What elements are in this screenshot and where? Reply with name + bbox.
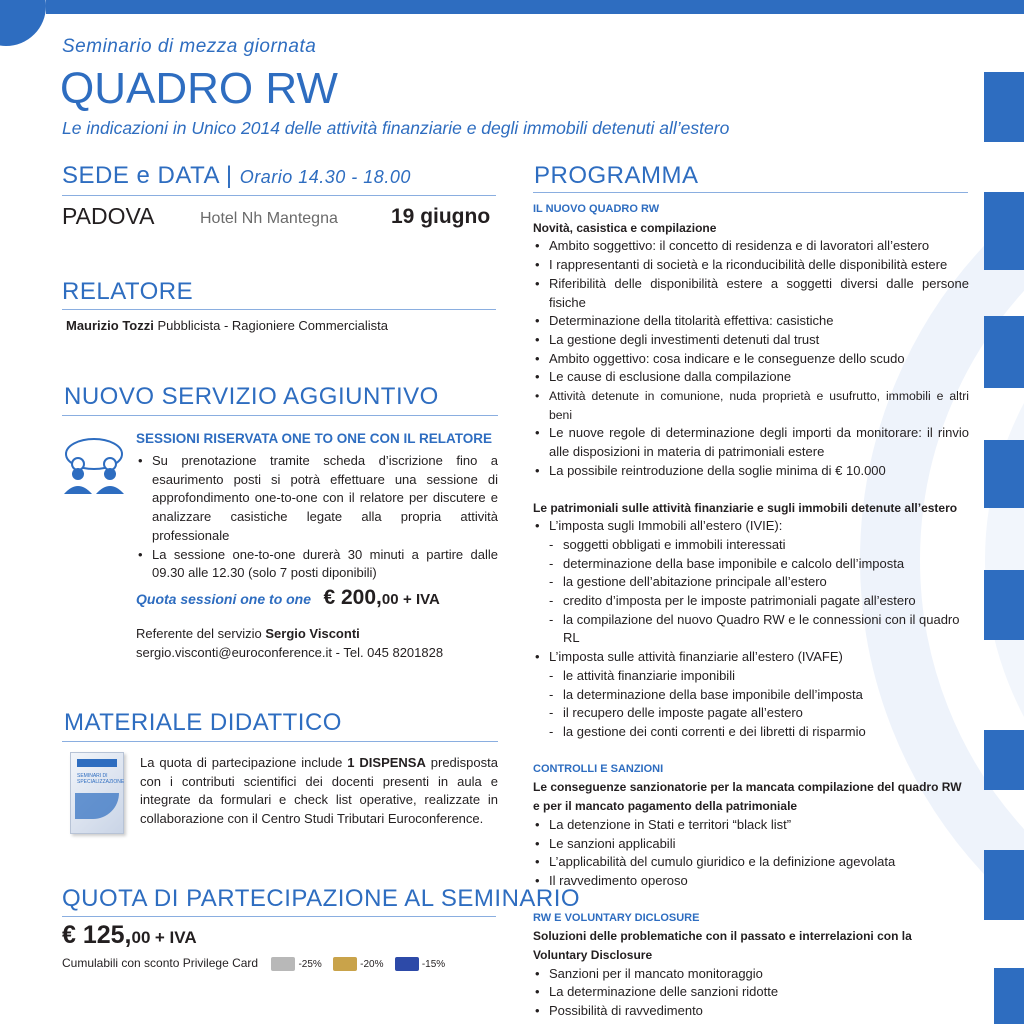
- servizio-rule: [62, 415, 498, 416]
- sede-title: SEDE e DATA: [62, 162, 219, 189]
- servizio-price-cents: 00: [381, 591, 399, 608]
- quota-price-iva: + IVA: [154, 928, 197, 947]
- programma-rule: [533, 192, 968, 193]
- programma-s2-list-b: [533, 648, 969, 667]
- materiale-text-after: predisposta con i contributi scientifici dei docenti presenti in aula e integrate da formulari e check list operative, realizzate in collaborazione con il Centro Studi Tributari Euroconference.: [140, 755, 498, 827]
- list-item: - il recupero delle imposte pagate all’estero: [533, 704, 969, 723]
- relatore-title: RELATORE: [62, 278, 194, 305]
- materiale-title: MATERIALE DIDATTICO: [64, 709, 342, 736]
- sede-city: PADOVA: [62, 203, 155, 229]
- materiale-text-before: La quota di partecipazione include: [140, 755, 343, 770]
- side-deco-2: [984, 192, 1024, 270]
- programma-s2-sub: Le patrimoniali sulle attività finanziarie e sugli immobili detenute all’estero: [533, 500, 958, 515]
- side-deco-4: [984, 440, 1024, 508]
- book-label: SEMINARI DI SPECIALIZZAZIONE: [77, 773, 125, 785]
- list-item: • La possibile reintroduzione della soglie minima di € 10.000: [533, 462, 969, 481]
- list-item: - la gestione dei conti correnti e dei libretti di risparmio: [533, 723, 969, 742]
- list-item: • Ambito oggettivo: cosa indicare e le conseguenze dello scudo: [533, 350, 969, 369]
- list-item: • Determinazione della titolarità effettiva: casistiche: [533, 312, 969, 331]
- side-deco-6: [984, 730, 1024, 790]
- sede-date: 19 giugno: [391, 205, 491, 228]
- quota-price-line: [62, 921, 197, 950]
- card-silver-icon: [271, 957, 295, 971]
- quota-price-cents: 00: [131, 928, 151, 947]
- programma-s4-sub: Soluzioni delle problematiche con il passato e interrelazioni con la Voluntary Disclosure: [533, 929, 912, 963]
- servizio-bullet: • Su prenotazione tramite scheda d’iscrizione fino a esaurimento posti si potrà effettuare una sessione di approfondimento one-to-one con il relatore per discutere e analizzare casistiche legate alla propria attività professionale: [136, 452, 498, 546]
- list-item: - credito d’imposta per le imposte patrimoniali pagate all’estero: [533, 592, 969, 611]
- servizio-price-iva: + IVA: [403, 591, 440, 608]
- servizio-price-main: € 200,: [323, 586, 382, 609]
- list-item: • I rappresentanti di società e la riconducibilità delle disponibilità estere: [533, 256, 969, 275]
- referente-name: Sergio Visconti: [265, 626, 360, 641]
- sede-orario: Orario 14.30 - 18.00: [239, 167, 411, 187]
- quota-title: QUOTA DI PARTECIPAZIONE AL SEMINARIO: [62, 885, 581, 912]
- list-item: - determinazione della base imponibile e calcolo dell’imposta: [533, 555, 969, 574]
- meeting-people-icon: [60, 436, 128, 496]
- list-item: • Riferibilità delle disponibilità estere a soggetti diversi dalle persone fisiche: [533, 275, 969, 312]
- programma-s1-sub: Novità, casistica e compilazione: [533, 220, 717, 235]
- list-item: - la compilazione del nuovo Quadro RW e le connessioni con il quadro RL: [533, 611, 969, 648]
- list-item: - la gestione dell’abitazione principale all’estero: [533, 573, 969, 592]
- dispensa-book-image: [70, 752, 124, 834]
- relatore-line: [66, 317, 388, 336]
- relatore-name: Maurizio Tozzi: [66, 318, 154, 333]
- card-gold-icon: [333, 957, 357, 971]
- materiale-rule: [62, 741, 498, 742]
- programma-s3-list: [533, 816, 969, 891]
- servizio-bullet: • La sessione one-to-one durerà 30 minuti a partire dalle 09.30 alle 12.30 (solo 7 posti diponibili): [136, 546, 498, 583]
- card-blue-icon: [395, 957, 419, 971]
- programma-s2-list: [533, 517, 969, 536]
- sede-section: [62, 162, 411, 190]
- list-item: • Le nuove regole di determinazione degli importi da monitorare: il rinvio alle disposizioni in materia di patrimoniali estere: [533, 424, 969, 461]
- programma-s4-list: [533, 965, 969, 1021]
- servizio-price-line: [136, 586, 440, 610]
- servizio-subtitle: SESSIONI RISERVATA ONE TO ONE CON IL RELATORE: [136, 431, 493, 446]
- servizio-title: NUOVO SERVIZIO AGGIUNTIVO: [64, 383, 439, 410]
- side-deco-3: [984, 316, 1024, 388]
- materiale-text-bold: 1 DISPENSA: [347, 755, 426, 770]
- privilege-card-gold: -20%: [333, 956, 387, 970]
- side-deco-5: [984, 570, 1024, 640]
- programma-title: PROGRAMMA: [534, 162, 699, 189]
- programma-body: [533, 200, 969, 1021]
- programma-s3-sub: Le conseguenze sanzionatorie per la mancata compilazione del quadro RW e per il mancato pagamento della patrimoniale: [533, 780, 962, 814]
- relatore-role: Pubblicista - Ragioniere Commercialista: [157, 318, 388, 333]
- programma-s4-head: RW E VOLUNTARY DICLOSURE: [533, 911, 700, 924]
- list-item: • Le sanzioni applicabili: [533, 835, 969, 854]
- list-item: • Le cause di esclusione dalla compilazione: [533, 368, 969, 387]
- referente-label: Referente del servizio: [136, 626, 262, 641]
- list-item: • La determinazione delle sanzioni ridotte: [533, 983, 969, 1002]
- privilege-card-silver: -25%: [271, 956, 325, 970]
- programma-s2-ivafe-list: [533, 667, 969, 742]
- programma-s1-list: [533, 237, 969, 480]
- list-item: • Ambito soggettivo: il concetto di residenza e di lavoratori all’estero: [533, 237, 969, 256]
- seminar-kicker: Seminario di mezza giornata: [62, 36, 317, 57]
- sede-separator: |: [225, 162, 233, 189]
- page-title: QUADRO RW: [60, 64, 338, 113]
- side-deco-1: [984, 72, 1024, 142]
- list-item: • Il ravvedimento operoso: [533, 872, 969, 891]
- relatore-rule: [62, 309, 496, 310]
- list-item: - la determinazione della base imponibile dell’imposta: [533, 686, 969, 705]
- list-item: - soggetti obbligati e immobili interessati: [533, 536, 969, 555]
- side-deco-8: [994, 968, 1024, 1024]
- servizio-bullets: [136, 452, 498, 583]
- sede-rule: [62, 195, 496, 196]
- quota-discount-line: [62, 956, 445, 971]
- quota-price-main: € 125,: [62, 921, 132, 949]
- list-item: • La detenzione in Stati e territori “black list”: [533, 816, 969, 835]
- referente-contact: sergio.visconti@euroconference.it - Tel. 045 8201828: [136, 645, 444, 660]
- page-subtitle: Le indicazioni in Unico 2014 delle attività finanziarie e degli immobili detenuti all’estero: [62, 118, 730, 138]
- programma-s1-head: IL NUOVO QUADRO RW: [533, 203, 660, 215]
- list-item: - le attività finanziarie imponibili: [533, 667, 969, 686]
- list-item: • La gestione degli investimenti detenuti dal trust: [533, 331, 969, 350]
- side-deco-7: [984, 850, 1024, 920]
- list-item: • Sanzioni per il mancato monitoraggio: [533, 965, 969, 984]
- list-item: • L’applicabilità del cumulo giuridico e la definizione agevolata: [533, 853, 969, 872]
- list-item: • L’imposta sugli Immobili all’estero (IVIE):: [533, 517, 969, 536]
- list-item: • Attività detenute in comunione, nuda proprietà e usufrutto, immobili e altri beni: [533, 387, 969, 424]
- sede-venue: Hotel Nh Mantegna: [200, 210, 338, 227]
- servizio-quota-label: Quota sessioni one to one: [136, 591, 312, 607]
- programma-s2-ivie-list: [533, 536, 969, 648]
- list-item: • L’imposta sulle attività finanziarie all’estero (IVAFE): [533, 648, 969, 667]
- list-item: • Possibilità di ravvedimento: [533, 1002, 969, 1021]
- privilege-card-blue: -15%: [395, 956, 445, 970]
- quota-discount-label: Cumulabili con sconto Privilege Card: [62, 956, 259, 970]
- corner-circle: [0, 0, 46, 46]
- materiale-text: [140, 754, 498, 829]
- referente-line: [136, 625, 360, 644]
- quota-rule: [62, 916, 496, 917]
- programma-s3-head: CONTROLLI E SANZIONI: [533, 762, 664, 775]
